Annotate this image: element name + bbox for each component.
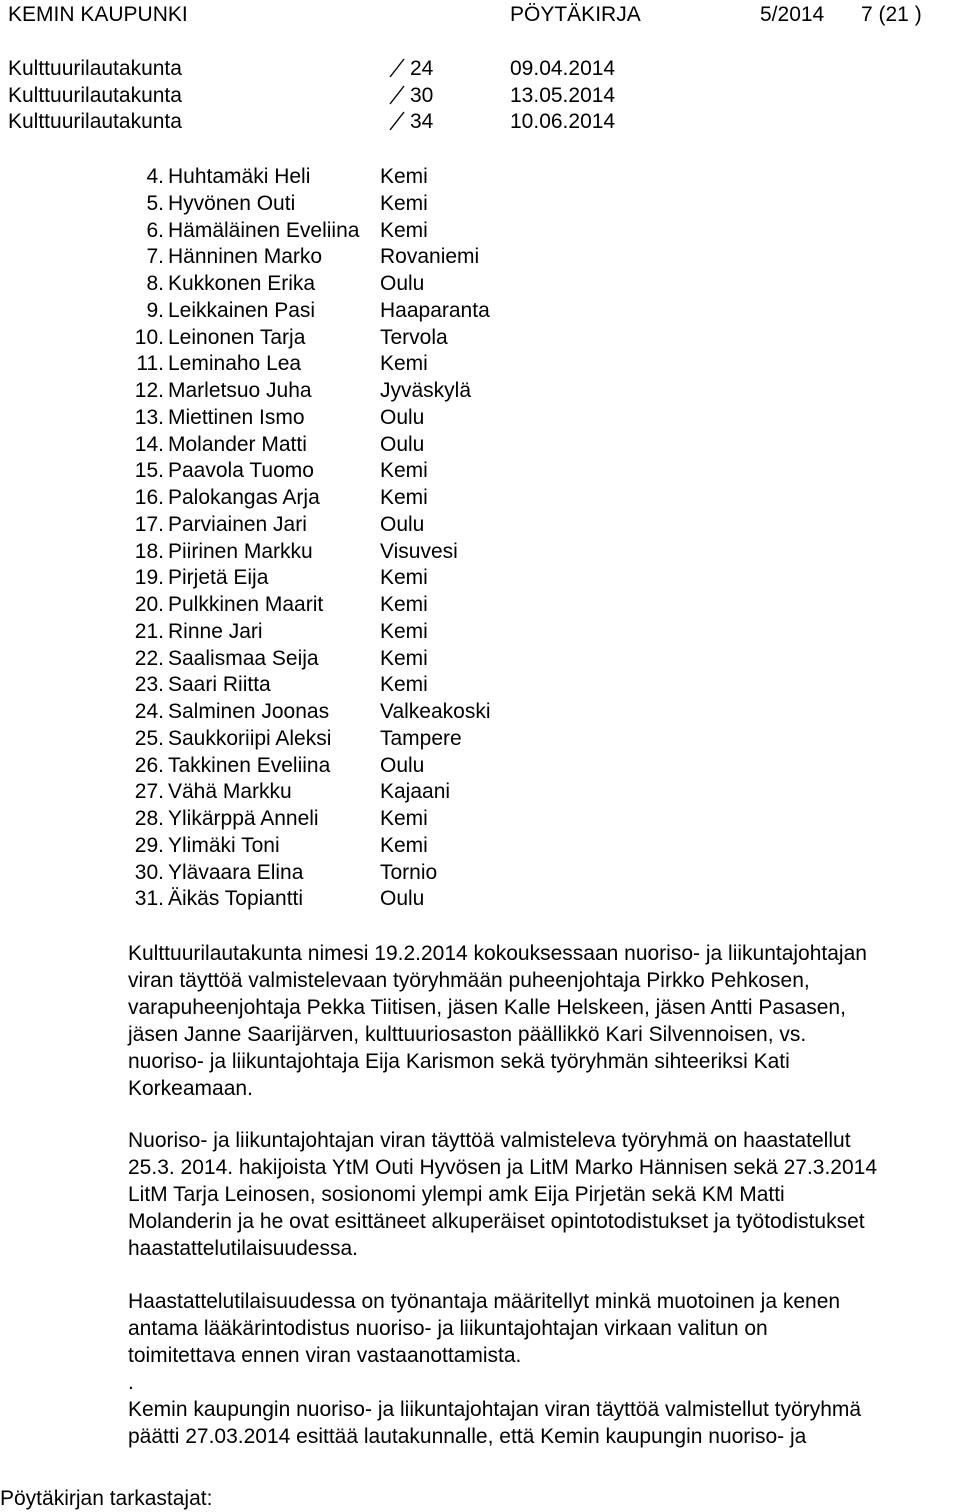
applicant-number: 19. bbox=[134, 566, 164, 590]
paragraph-line: toimitettava ennen viran vastaanottamista. bbox=[128, 1344, 522, 1367]
applicant-number: 11. bbox=[136, 352, 164, 376]
applicant-number: 28. bbox=[134, 807, 164, 830]
applicant-name: Hämäläinen Eveliina bbox=[168, 218, 360, 242]
meeting-row bbox=[8, 84, 708, 111]
applicant-number: 24. bbox=[134, 700, 164, 723]
list-item bbox=[128, 165, 628, 192]
applicant-name: Ylimäki Toni bbox=[168, 833, 280, 857]
applicant-city: Oulu bbox=[380, 405, 425, 429]
applicant-name: Äikäs Topiantti bbox=[168, 887, 304, 911]
paragraph-line: haastattelutilaisuudessa. bbox=[128, 1237, 358, 1260]
list-item bbox=[128, 459, 628, 486]
meeting-row bbox=[8, 57, 708, 84]
list-item bbox=[128, 807, 628, 834]
list-item bbox=[128, 780, 628, 807]
applicant-name: Palokangas Arja bbox=[168, 486, 320, 509]
applicant-number: 17. bbox=[134, 512, 164, 536]
section-mark-icon bbox=[389, 58, 406, 78]
paragraph-line: jäsen Janne Saarijärven, kulttuuriosaston päällikkö Kari Silvennoisen, vs. bbox=[128, 1023, 807, 1046]
list-item bbox=[128, 326, 628, 353]
list-item bbox=[128, 700, 628, 727]
meeting-row bbox=[8, 110, 708, 137]
applicant-city: Oulu bbox=[380, 432, 425, 456]
applicant-number: 27. bbox=[134, 780, 164, 804]
list-item bbox=[128, 593, 628, 620]
paragraph-working-group bbox=[128, 940, 946, 1102]
list-item bbox=[128, 540, 628, 567]
applicant-number: 22. bbox=[134, 646, 164, 670]
list-item bbox=[128, 727, 628, 754]
applicant-name: Leinonen Tarja bbox=[168, 325, 306, 349]
list-item bbox=[128, 887, 628, 914]
list-item bbox=[128, 192, 628, 219]
applicant-name: Piirinen Markku bbox=[168, 539, 313, 563]
applicant-name: Parviainen Jari bbox=[168, 512, 307, 536]
applicant-number: 20. bbox=[134, 593, 164, 616]
applicant-name: Leminaho Lea bbox=[168, 352, 302, 376]
paragraph-interviews bbox=[128, 1127, 946, 1262]
applicant-city: Kemi bbox=[380, 218, 428, 242]
paragraph-line: Korkeamaan. bbox=[128, 1077, 253, 1100]
applicant-city: Kemi bbox=[380, 619, 428, 643]
applicant-city: Kajaani bbox=[380, 780, 451, 804]
applicant-city: Kemi bbox=[380, 807, 428, 830]
applicant-city: Kemi bbox=[380, 459, 428, 483]
paragraph-line: Kulttuurilautakunta nimesi 19.2.2014 kokouksessaan nuoriso- ja liikuntajohtajan bbox=[128, 942, 867, 965]
applicant-city: Kemi bbox=[380, 566, 428, 590]
applicant-city: Visuvesi bbox=[380, 539, 458, 563]
applicant-city: Tampere bbox=[380, 726, 462, 750]
applicant-city: Kemi bbox=[380, 646, 428, 670]
applicant-name: Vähä Markku bbox=[168, 780, 292, 804]
applicant-name: Miettinen Ismo bbox=[168, 405, 305, 429]
list-item bbox=[128, 219, 628, 246]
section-mark-icon bbox=[389, 111, 406, 131]
applicant-city: Kemi bbox=[380, 191, 428, 215]
applicant-number: 9. bbox=[146, 298, 164, 322]
applicant-name: Saukkoriipi Aleksi bbox=[168, 726, 332, 750]
applicant-number: 7. bbox=[146, 245, 164, 269]
applicant-name: Salminen Joonas bbox=[168, 700, 330, 723]
paragraph-line: Kemin kaupungin nuoriso- ja liikuntajohtajan viran täyttöä valmistellut työryhmä bbox=[128, 1398, 862, 1421]
applicant-number: 13. bbox=[134, 405, 164, 429]
applicant-city: Tornio bbox=[380, 860, 438, 884]
meeting-body: Kulttuurilautakunta bbox=[8, 84, 182, 107]
municipality-name: KEMIN KAUPUNKI bbox=[8, 3, 188, 26]
applicant-city: Kemi bbox=[380, 833, 428, 857]
list-item bbox=[128, 834, 628, 861]
applicant-number: 15. bbox=[134, 459, 164, 483]
applicant-city: Haaparanta bbox=[380, 298, 490, 322]
applicant-name: Ylikärppä Anneli bbox=[168, 807, 319, 830]
applicant-name: Hänninen Marko bbox=[168, 245, 323, 269]
list-item bbox=[128, 406, 628, 433]
applicant-number: 10. bbox=[134, 325, 164, 349]
document-type: PÖYTÄKIRJA bbox=[510, 3, 641, 26]
meeting-section: 24 bbox=[410, 57, 434, 80]
paragraph-line: Haastattelutilaisuudessa on työnantaja määritellyt minkä muotoinen ja kenen bbox=[128, 1290, 841, 1313]
paragraph-line: viran täyttöä valmistelevaan työryhmään puheenjohtaja Pirkko Pehkosen, bbox=[128, 969, 810, 992]
list-item bbox=[128, 486, 628, 513]
applicant-name: Rinne Jari bbox=[168, 619, 263, 643]
applicant-city: Kemi bbox=[380, 486, 428, 509]
list-item bbox=[128, 620, 628, 647]
paragraph-line: antama lääkärintodistus nuoriso- ja liikuntajohtajan virkaan valitun on bbox=[128, 1317, 768, 1340]
applicant-city: Valkeakoski bbox=[380, 700, 491, 723]
applicant-number: 29. bbox=[134, 833, 164, 857]
applicant-name: Kukkonen Erika bbox=[168, 272, 316, 295]
applicant-number: 4. bbox=[146, 165, 164, 188]
list-item bbox=[128, 513, 628, 540]
paragraph-medical-certificate bbox=[128, 1288, 946, 1450]
applicant-name: Hyvönen Outi bbox=[168, 191, 296, 215]
applicant-number: 30. bbox=[134, 860, 164, 884]
meeting-date: 13.05.2014 bbox=[510, 84, 616, 107]
paragraph-line: . bbox=[128, 1371, 134, 1394]
applicant-city: Oulu bbox=[380, 512, 425, 536]
list-item bbox=[128, 754, 628, 781]
meeting-section: 30 bbox=[410, 84, 434, 107]
applicant-city: Kemi bbox=[380, 352, 428, 376]
list-item bbox=[128, 245, 628, 272]
applicant-name: Leikkainen Pasi bbox=[168, 298, 316, 322]
applicant-city: Oulu bbox=[380, 887, 425, 911]
list-item bbox=[128, 566, 628, 593]
applicant-number: 23. bbox=[134, 673, 164, 697]
applicant-number: 14. bbox=[134, 432, 164, 456]
applicant-city: Kemi bbox=[380, 593, 428, 616]
section-mark-icon bbox=[389, 85, 406, 105]
list-item bbox=[128, 299, 628, 326]
paragraph-line: päätti 27.03.2014 esittää lautakunnalle, että Kemin kaupungin nuoriso- ja bbox=[128, 1425, 807, 1448]
applicant-name: Ylävaara Elina bbox=[168, 860, 304, 884]
applicant-name: Pirjetä Eija bbox=[168, 566, 269, 590]
paragraph-line: varapuheenjohtaja Pekka Tiitisen, jäsen Kalle Helskeen, jäsen Antti Pasasen, bbox=[128, 996, 846, 1019]
applicant-city: Tervola bbox=[380, 325, 448, 349]
applicant-name: Marletsuo Juha bbox=[168, 379, 312, 402]
applicant-name: Paavola Tuomo bbox=[168, 459, 314, 483]
applicant-name: Takkinen Eveliina bbox=[168, 753, 331, 777]
applicant-number: 18. bbox=[134, 539, 164, 563]
applicant-name: Molander Matti bbox=[168, 432, 307, 456]
applicant-name: Huhtamäki Heli bbox=[168, 165, 311, 188]
meeting-body: Kulttuurilautakunta bbox=[8, 110, 182, 133]
paragraph-line: LitM Tarja Leinosen, sosionomi ylempi amk Eija Pirjetän sekä KM Matti bbox=[128, 1183, 785, 1206]
meeting-date: 09.04.2014 bbox=[510, 57, 616, 80]
applicant-name: Saalismaa Seija bbox=[168, 646, 319, 670]
applicant-number: 31. bbox=[134, 887, 164, 911]
applicant-name: Saari Riitta bbox=[168, 673, 271, 697]
list-item bbox=[128, 673, 628, 700]
applicant-city: Oulu bbox=[380, 753, 425, 777]
meeting-date: 10.06.2014 bbox=[510, 110, 616, 133]
meeting-section: 34 bbox=[410, 110, 434, 133]
list-item bbox=[128, 861, 628, 888]
meeting-body: Kulttuurilautakunta bbox=[8, 57, 182, 80]
list-item bbox=[128, 352, 628, 379]
list-item bbox=[128, 433, 628, 460]
applicant-number: 25. bbox=[134, 726, 164, 750]
document-number: 5/2014 bbox=[760, 3, 825, 26]
paragraph-line: Nuoriso- ja liikuntajohtajan viran täyttöä valmisteleva työryhmä on haastatellut bbox=[128, 1129, 851, 1152]
list-item bbox=[128, 379, 628, 406]
applicant-city: Jyväskylä bbox=[380, 379, 472, 402]
applicant-city: Kemi bbox=[380, 673, 428, 697]
applicant-city: Rovaniemi bbox=[380, 245, 480, 269]
minutes-reviewers-label: Pöytäkirjan tarkastajat: bbox=[0, 1487, 213, 1510]
paragraph-line: 25.3. 2014. hakijoista YtM Outi Hyvösen ja LitM Marko Hännisen sekä 27.3.2014 bbox=[128, 1156, 878, 1179]
applicant-city: Oulu bbox=[380, 272, 425, 295]
list-item bbox=[128, 647, 628, 674]
applicant-number: 5. bbox=[146, 191, 164, 215]
applicant-number: 26. bbox=[134, 753, 164, 777]
applicant-number: 12. bbox=[134, 379, 164, 402]
applicant-city: Kemi bbox=[380, 165, 428, 188]
page-number: 7 (21 ) bbox=[861, 3, 922, 26]
applicant-number: 16. bbox=[134, 486, 164, 509]
applicant-name: Pulkkinen Maarit bbox=[168, 593, 324, 616]
applicant-number: 6. bbox=[146, 218, 164, 242]
list-item bbox=[128, 272, 628, 299]
paragraph-line: Molanderin ja he ovat esittäneet alkuperäiset opintotodistukset ja työtodistukset bbox=[128, 1210, 865, 1233]
paragraph-line: nuoriso- ja liikuntajohtaja Eija Karismon sekä työryhmän sihteeriksi Kati bbox=[128, 1050, 790, 1073]
applicant-number: 8. bbox=[146, 272, 164, 295]
applicant-number: 21. bbox=[134, 619, 164, 643]
